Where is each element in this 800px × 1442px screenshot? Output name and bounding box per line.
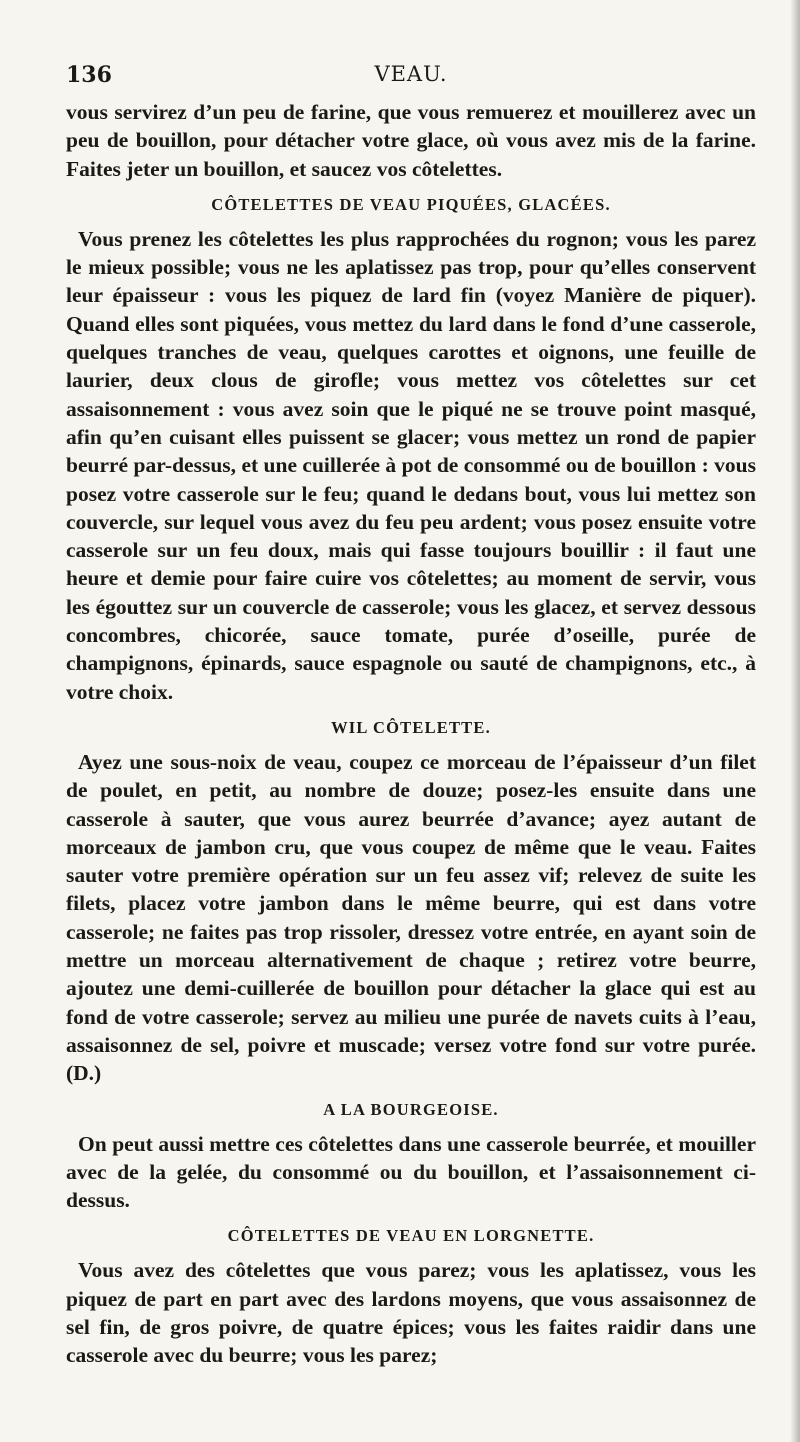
heading-en-lorgnette: CÔTELETTES DE VEAU EN LORGNETTE. (227, 1226, 595, 1246)
paragraph-en-lorgnette: Vous avez des côtelettes que vous parez; vous les aplatissez, vous les piquez de part en part avec des lardons moyens, que vous assaisonnez de sel fin, de gros poivre, de quatre épices; vous les faites raidir dans une casserole avec du beurre; vous les parez; (66, 1258, 756, 1368)
heading-wil-cotelette: WIL CÔTELETTE. (331, 717, 491, 737)
paragraph-a-la-bourgeoise: On peut aussi mettre ces côtelettes dans une casserole beurrée, et mouiller avec de la gelée, du consommé ou du bouillon, et l’assaisonnement ci-dessus. (66, 1131, 756, 1213)
running-title: VEAU. (374, 62, 448, 86)
page-number: 136 (66, 62, 112, 88)
running-head (66, 62, 756, 96)
heading-cotelettes-piquees: CÔTELETTES DE VEAU PIQUÉES, GLACÉES. (211, 194, 611, 214)
paragraph-continuation: vous servirez d’un peu de farine, que vous remuerez et mouillerez avec un peu de bouillon, pour détacher votre glace, où vous avez mis de la farine. Faites jeter un bouillon, et saucez vos côtelettes. (66, 100, 756, 181)
paragraph-cotelettes-piquees: Vous prenez les côtelettes les plus rapprochées du rognon; vous les parez le mieux possible; vous ne les aplatissez pas trop, pour qu’elles conservent leur épaisseur : vous les piquez de lard fin (voyez Manière de piquer). Quand elles sont piquées, vous mettez du lard dans le fond d’une casserole, quelques tranches de veau, quelques carottes et oignons, une feuille de laurier, deux clous de girofle; vous mettez vos côtelettes sur cet assaisonnement : vous avez soin que le piqué ne se trouve point masqué, afin qu’en cuisant elles puissent se glacer; vous mettez un rond de papier beurré par-dessus, et une cuillerée à pot de consommé ou de bouillon : vous posez votre casserole sur le feu; quand le dedans bout, vous lui mettez son couvercle, sur lequel vous avez du feu peu ardent; vous posez ensuite votre casserole sur un feu doux, mais qui fasse toujours bouillir : il faut une heure et demie pour faire cuire vos côtelettes; au moment de servir, vous les égouttez sur un couvercle de casserole; vous les glacez, et servez dessous concombres, chicorée, sauce tomate, purée d’oseille, purée de champignons, épinards, sauce espagnole ou sauté de champignons, etc., à votre choix. (66, 226, 756, 704)
page-edge-shadow (790, 0, 800, 1442)
book-page (66, 62, 756, 1370)
heading-a-la-bourgeoise: A LA BOURGEOISE. (323, 1099, 499, 1119)
paragraph-wil-cotelette: Ayez une sous-noix de veau, coupez ce morceau de l’épaisseur d’un filet de poulet, en petit, au nombre de douze; posez-les ensuite dans une casserole à sauter, que vous aurez beurrée d’avance; ayez autant de morceaux de jambon cru, que vous coupez de même que le veau. Faites sauter votre première opération sur un feu assez vif; relevez de suite les filets, placez votre jambon dans le même beurre, qui est dans votre casserole; ne faites pas trop rissoler, dressez votre entrée, en ayant soin de mettre un morceau alternativement de chaque ; retirez votre beurre, ajoutez une demi-cuillerée de bouillon pour détacher la glace qui est au fond de votre casserole; servez au milieu une purée de navets cuits à l’eau, assaisonnez de sel, poivre et muscade; versez votre fond sur votre purée. (D.) (66, 749, 756, 1086)
